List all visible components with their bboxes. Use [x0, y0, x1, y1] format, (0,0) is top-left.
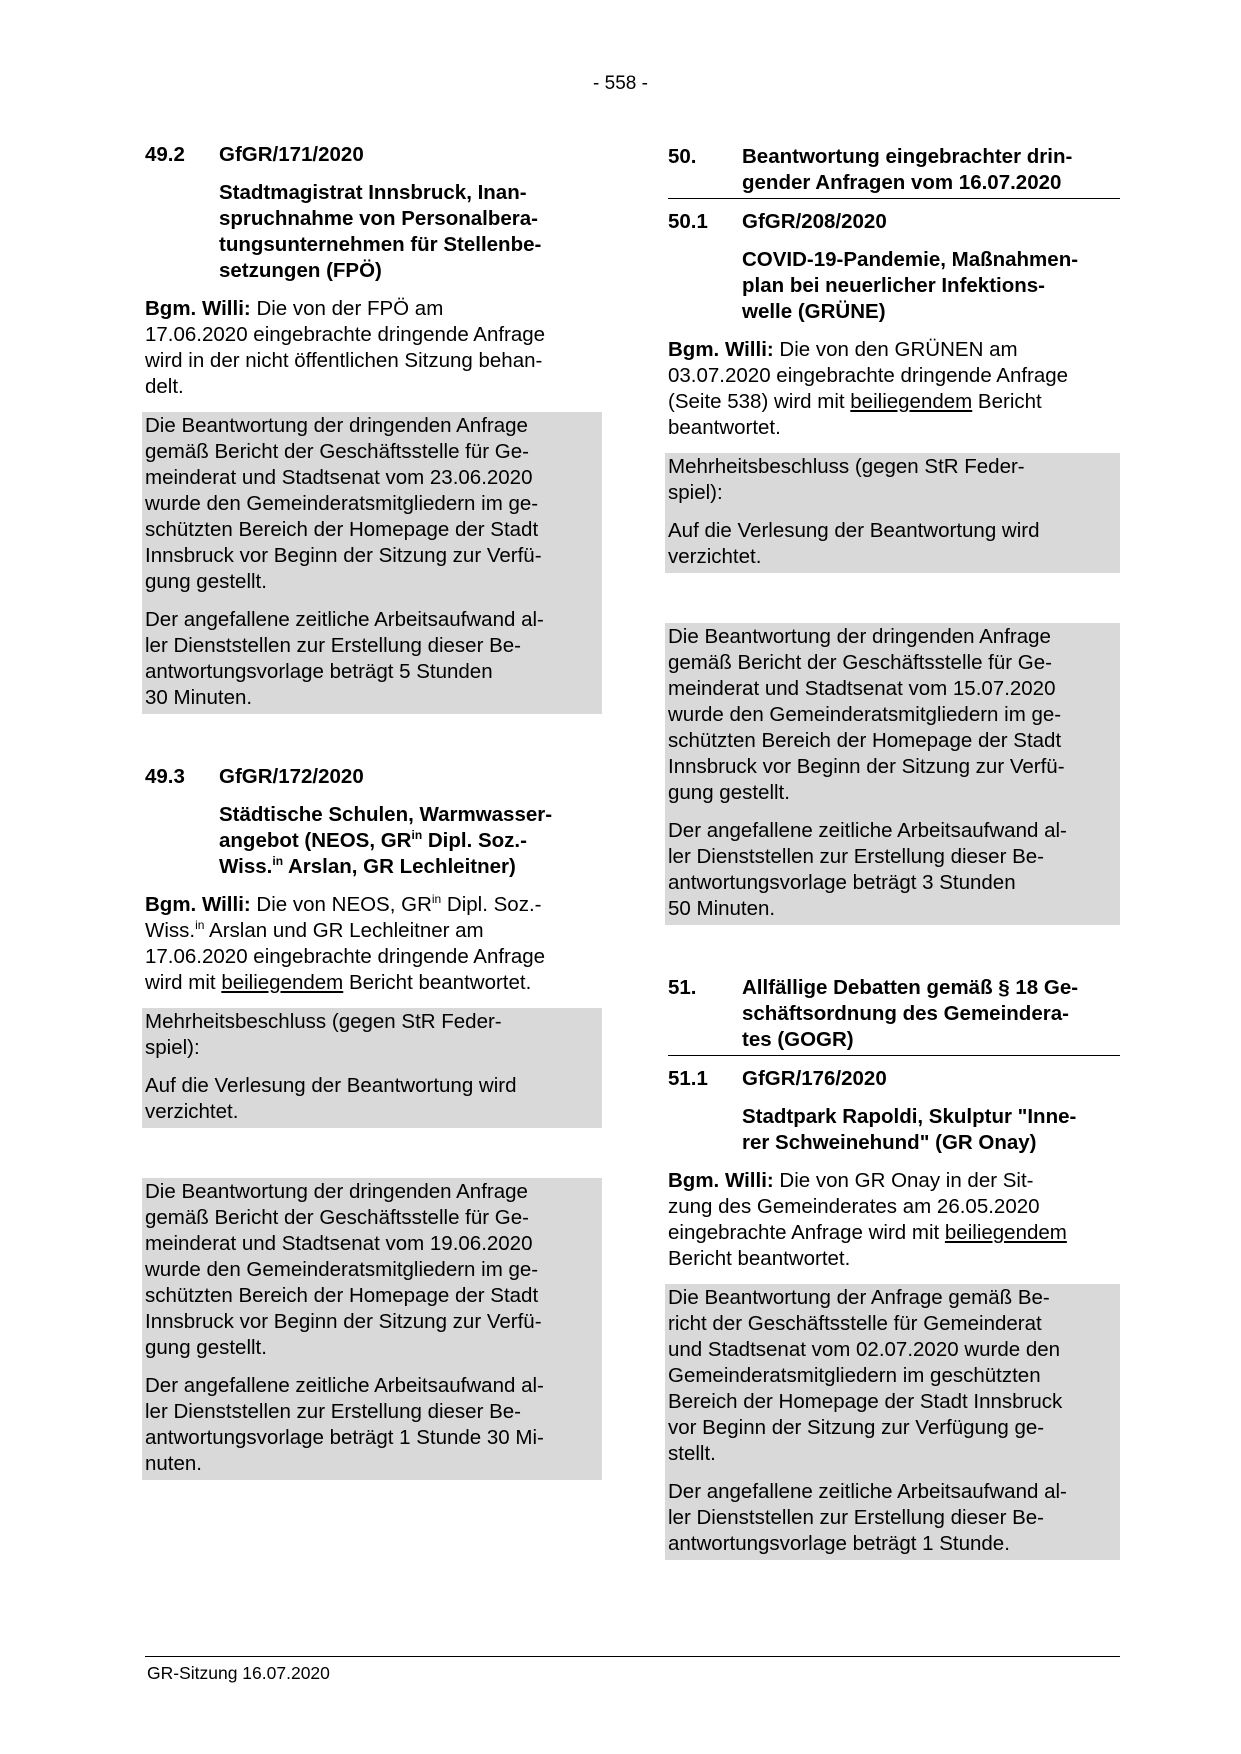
left-column [145, 142, 602, 1480]
answer-paragraph: Die Beantwortung der Anfrage gemäß Be- richt der Geschäftsstelle für Gemeinderat und Stadtsenat vom 02.07.2020 wurde den Gemeinderatsmitgliedern im geschützten Bereich der Homepage der Stadt Innsbruck vor Beginn der Sitzung zur Verfügung ge- stellt. [668, 1286, 1063, 1465]
subject-line: angebot (NEOS, $GR^{in}$ Dipl. Soz.- [219, 828, 527, 852]
item-code: GfGR/208/2020 [742, 210, 887, 233]
item-code: GfGR/176/2020 [742, 1067, 887, 1090]
item-number: 49.2 [145, 143, 185, 166]
item-49-3-answer-box [142, 1178, 602, 1480]
effort-paragraph: Der angefallene zeitliche Arbeitsaufwand al- ler Dienststellen zur Erstellung dieser Be- antwortungsvorlage beträgt 1 Stunde. [668, 1480, 1067, 1555]
statement-text: Die von der FPÖ am [256, 297, 444, 320]
effort-paragraph: Der angefallene zeitliche Arbeitsaufwand al- ler Dienststellen zur Erstellung dieser Be- antwortungsvorlage beträgt 1 Stunde 30 Mi- nuten. [145, 1374, 544, 1475]
subject-line: COVID-19-Pandemie, Maßnahmen- [742, 248, 1079, 271]
subject-line: Stadtmagistrat Innsbruck, Inan- [219, 181, 527, 204]
answer-paragraph: Die Beantwortung der dringenden Anfrage gemäß Bericht der Geschäftsstelle für Ge- meinderat und Stadtsenat vom 15.07.2020 wurde den Gemeinderatsmitgliedern im ge- schützten Bereich der Homepage der Stadt Innsbruck vor Beginn der Sitzung zur Verfü- gung gestellt. [668, 625, 1065, 804]
statement-line: delt. [145, 375, 184, 398]
item-51-1-heading [668, 1066, 1120, 1092]
item-50-1-statement: Bgm. Willi: Die von den GRÜNEN am 03.07.2020 eingebrachte dringende Anfrage (Seite 538) wird mit beiliegendem Bericht beantwortet. [668, 338, 1069, 439]
item-49-3-heading [145, 764, 602, 790]
effort-paragraph: Der angefallene zeitliche Arbeitsaufwand al- ler Dienststellen zur Erstellung dieser Be- antwortungsvorlage beträgt 5 Stunden 30 Minuten. [145, 608, 544, 709]
subject-line: setzungen (FPÖ) [219, 259, 382, 282]
section-number: 51. [668, 976, 697, 999]
answer-paragraph: Die Beantwortung der dringenden Anfrage gemäß Bericht der Geschäftsstelle für Ge- meinderat und Stadtsenat vom 23.06.2020 wurde den Gemeinderatsmitgliedern im ge- schützten Bereich der Homepage der Stadt Innsbruck vor Beginn der Sitzung zur Verfü- gung gestellt. [145, 414, 542, 593]
right-column [668, 144, 1120, 1560]
item-49-3-vote-box [142, 1008, 602, 1128]
speaker: Bgm. Willi: [668, 1169, 774, 1192]
footer-text: GR-Sitzung 16.07.2020 [147, 1663, 330, 1683]
section-title: Beantwortung eingebrachter drin- gender Anfragen vom 16.07.2020 [742, 145, 1073, 194]
item-49-3-statement: Bgm. Willi: Die von NEOS, $GR^{in}$ Dipl. Soz.- Wiss.$^{in}$ Arslan und GR Lechleitner am 17.06.2020 eingebrachte dringende Anfrage wird mit beiliegendem Bericht beantwortet. [145, 892, 546, 994]
item-51-1-statement: Bgm. Willi: Die von GR Onay in der Sit- zung des Gemeinderates am 26.05.2020 eingebrachte Anfrage wird mit beiliegendem Bericht beantwortet. [668, 1169, 1067, 1270]
section-number: 50. [668, 145, 697, 168]
item-50-1-subject [742, 247, 1120, 325]
page-number: - 558 - [593, 73, 648, 94]
item-50-1-heading [668, 209, 1120, 235]
subject-line: rer Schweinehund" (GR Onay) [742, 1131, 1037, 1154]
subject-line: plan bei neuerlicher Infektions- [742, 274, 1046, 297]
subject-line: spruchnahme von Personalbera- [219, 207, 538, 230]
item-code: GfGR/171/2020 [219, 143, 364, 166]
item-51-1-subject [742, 1104, 1120, 1156]
footer-divider [145, 1656, 1120, 1657]
item-49-2-statement [145, 296, 602, 400]
vote-decision: Auf die Verlesung der Beantwortung wird verzichtet. [668, 519, 1040, 568]
item-number: 50.1 [668, 210, 708, 233]
item-51-1-answer-box [665, 1284, 1120, 1560]
item-49-2-heading [145, 142, 602, 168]
subject-line: Stadtpark Rapoldi, Skulptur "Inne- [742, 1105, 1077, 1128]
item-number: 49.3 [145, 765, 185, 788]
vote-result: Mehrheitsbeschluss (gegen StR Feder- spiel): [668, 455, 1025, 504]
section-50-heading [668, 144, 1120, 199]
vote-decision: Auf die Verlesung der Beantwortung wird verzichtet. [145, 1074, 517, 1123]
subject-line: Städtische Schulen, Warmwasser- [219, 803, 553, 826]
item-49-2-subject [219, 180, 602, 284]
section-51-heading [668, 975, 1120, 1056]
vote-result: Mehrheitsbeschluss (gegen StR Feder- spiel): [145, 1010, 502, 1059]
statement-line: wird in der nicht öffentlichen Sitzung behan- [145, 349, 543, 372]
speaker: Bgm. Willi: [145, 297, 251, 320]
item-50-1-answer-box [665, 623, 1120, 925]
subject-line: welle (GRÜNE) [742, 300, 886, 323]
effort-paragraph: Der angefallene zeitliche Arbeitsaufwand al- ler Dienststellen zur Erstellung dieser Be- antwortungsvorlage beträgt 3 Stunden 50 Minuten. [668, 819, 1067, 920]
item-49-3-subject [219, 802, 602, 880]
speaker: Bgm. Willi: [668, 338, 774, 361]
item-code: GfGR/172/2020 [219, 765, 364, 788]
speaker: Bgm. Willi: [145, 893, 251, 916]
subject-line: tungsunternehmen für Stellenbe- [219, 233, 542, 256]
subject-line: Wiss.$^{in}$ Arslan, GR Lechleitner) [219, 854, 516, 878]
answer-paragraph: Die Beantwortung der dringenden Anfrage gemäß Bericht der Geschäftsstelle für Ge- meinderat und Stadtsenat vom 19.06.2020 wurde den Gemeinderatsmitgliedern im ge- schützten Bereich der Homepage der Stadt Innsbruck vor Beginn der Sitzung zur Verfü- gung gestellt. [145, 1180, 542, 1359]
item-number: 51.1 [668, 1067, 708, 1090]
item-49-2-answer-box [142, 412, 602, 714]
section-title: Allfällige Debatten gemäß § 18 Ge- schäftsordnung des Gemeindera- tes (GOGR) [742, 976, 1079, 1051]
statement-line: 17.06.2020 eingebrachte dringende Anfrage [145, 323, 546, 346]
item-50-1-vote-box [665, 453, 1120, 573]
